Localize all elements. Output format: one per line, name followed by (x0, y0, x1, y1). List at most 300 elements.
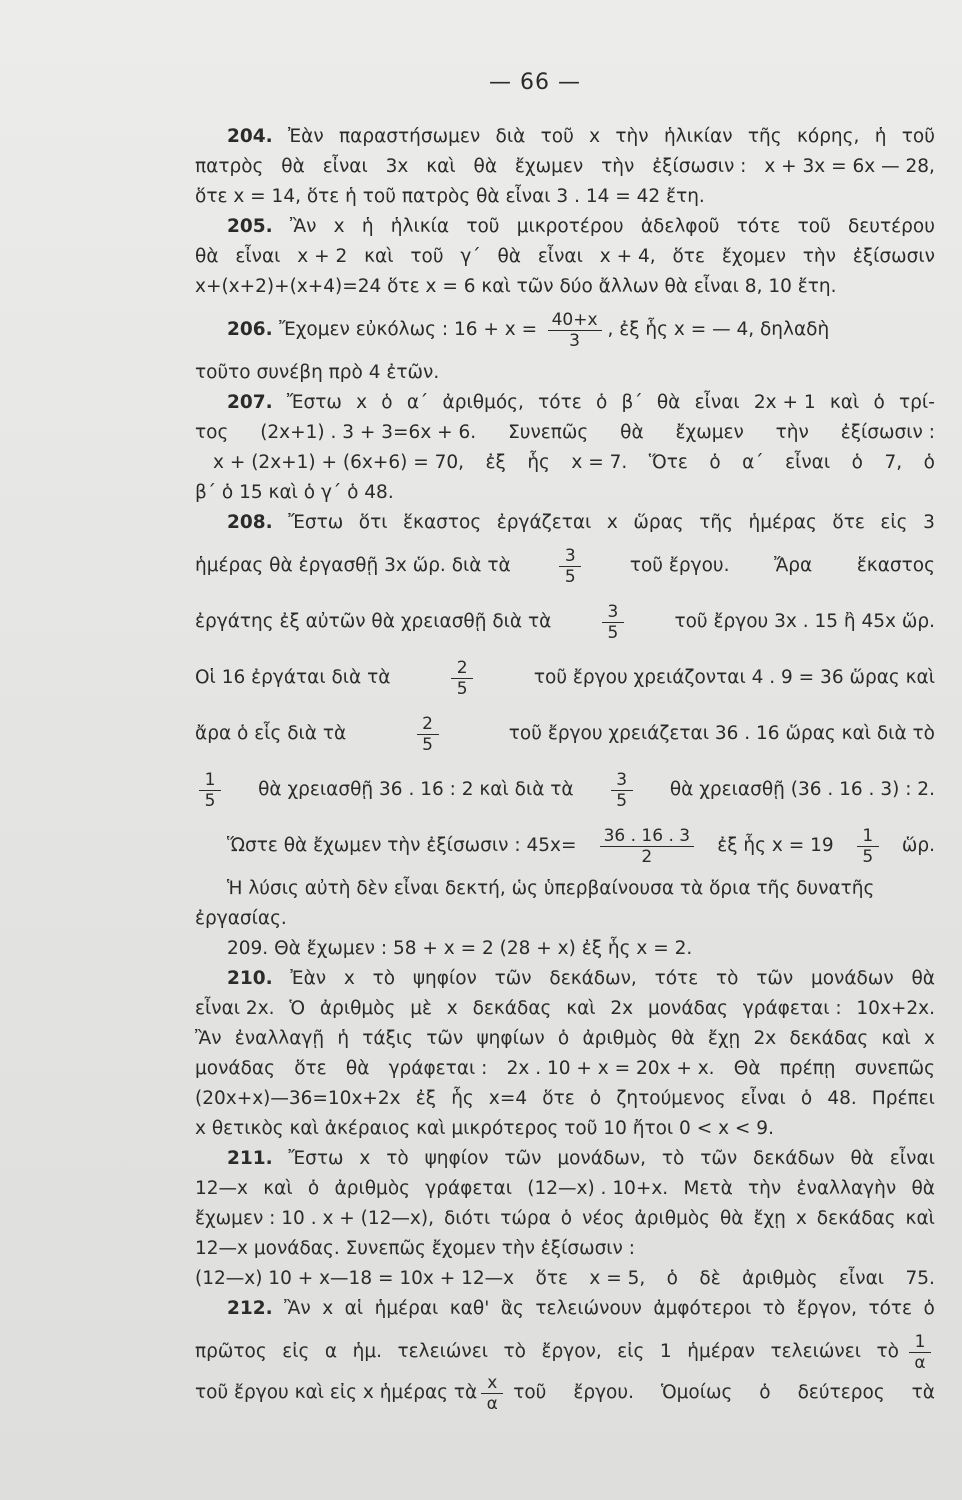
word: εἶναι (785, 452, 831, 473)
word: τάξις (362, 1028, 414, 1049)
text: τοῦτο συνέβη πρὸ 4 ἐτῶν. (195, 362, 440, 383)
word: x (795, 1208, 807, 1229)
word: τοῦ (797, 216, 831, 237)
word: ἐργάζεται (496, 512, 592, 533)
word: x (359, 1148, 371, 1169)
text: θὰ χρειασθῇ 36 . 16 : 2 καὶ διὰ τὰ (258, 779, 574, 800)
word: ἡμ. (352, 1341, 382, 1362)
word: δευτέρου (847, 216, 935, 237)
word: συνεπῶς (854, 1058, 935, 1079)
word: πρῶτος (195, 1341, 267, 1362)
line (195, 418, 935, 448)
word: καὶ (426, 156, 456, 177)
word: θὰ (911, 1178, 935, 1199)
word: ἡλικία (390, 216, 450, 237)
word: ὅτε (542, 1088, 575, 1109)
word: τοῦ (540, 126, 574, 147)
word: τῶν (756, 968, 794, 989)
word: τῆς (747, 126, 782, 147)
text: τοῦ ἔργου. (629, 555, 730, 576)
word: καὶ (829, 392, 860, 413)
word: τότε (736, 216, 781, 237)
word: μονάδων (810, 968, 894, 989)
word: δεκάδων (753, 1148, 835, 1169)
word: ἡ (337, 1028, 350, 1049)
word: β΄ (621, 392, 643, 413)
text: β΄ ὁ 15 καὶ ὁ γ΄ ὁ 48. (195, 482, 394, 503)
word: γράφεται : (388, 1058, 488, 1079)
denominator: 3 (569, 330, 580, 351)
word: ἔργου. (573, 1382, 634, 1403)
numerator: 40+x (548, 310, 602, 331)
fraction (602, 602, 624, 643)
word: τὴν (775, 422, 809, 443)
fraction (611, 770, 633, 811)
text: x+(x+2)+(x+4)=24 ὅτε x = 6 καὶ τῶν δύο ἄλλων θὰ εἶναι 8, 10 ἔτη. (195, 276, 837, 297)
word: x=4 (488, 1088, 528, 1109)
word: x (333, 216, 345, 237)
denominator: 5 (607, 622, 619, 643)
word: τὴν (615, 126, 649, 147)
text: ἄρα ὁ εἷς διὰ τὰ (195, 723, 347, 744)
text: Ἡ λύσις αὐτὴ δὲν εἶναι δεκτή, ὡς ὑπερβαίνουσα τὰ ὅρια τῆς δυνατῆς (227, 878, 875, 899)
line (195, 1372, 935, 1414)
word: ὁ (560, 1208, 573, 1229)
numerator: 1 (909, 1332, 931, 1353)
word: ἐξίσωσιν (852, 246, 935, 267)
word: τότε (868, 1298, 913, 1319)
problem-number: 206. (227, 319, 273, 340)
fraction (451, 658, 473, 699)
denominator: 5 (422, 734, 433, 755)
word: Πρέπει (871, 1088, 935, 1109)
word: ἡ (361, 216, 374, 237)
line (195, 358, 935, 388)
word: ἐξ (415, 1088, 437, 1109)
word: τὸ (762, 1298, 786, 1319)
word: α΄ (406, 392, 429, 413)
word: x = 7. (571, 452, 628, 473)
word: Ἂν (195, 1028, 222, 1049)
word: ἀδελφοῦ (640, 216, 720, 237)
fraction (857, 826, 879, 867)
word: 2x . 10 + x = 20x + x. (506, 1058, 715, 1079)
word: τοῦ (410, 246, 444, 267)
word: τὸ (372, 968, 396, 989)
word: ἡμέραι (374, 1298, 439, 1319)
word: ἔχομεν (721, 246, 786, 267)
word: εἶναι (537, 246, 583, 267)
word: Ὁ (289, 998, 306, 1019)
numerator: 2 (417, 714, 439, 735)
word: τὰ (911, 1382, 935, 1403)
word: ἧς (451, 1088, 474, 1109)
numerator: 36 . 16 . 3 (600, 826, 695, 847)
word: Μετὰ (683, 1178, 733, 1199)
word: x (343, 968, 355, 989)
word: ἀριθμὸς (742, 1268, 818, 1289)
fraction (481, 1373, 503, 1414)
word: x (446, 998, 458, 1019)
word: x + 3x = 6x — 28, (764, 156, 935, 177)
word: πατρὸς (195, 156, 264, 177)
line (195, 272, 935, 302)
word: εἶναι (235, 246, 281, 267)
line (205, 122, 935, 152)
word: ὁ (666, 1268, 678, 1289)
word: ὅτε (294, 1058, 327, 1079)
word: εἰς (282, 1341, 310, 1362)
word: ὁ (923, 1298, 935, 1319)
word: τελειώνουν (535, 1298, 642, 1319)
word: ὁ (709, 452, 721, 473)
text: ἐργασίας. (195, 908, 287, 929)
numerator: 1 (857, 826, 879, 847)
word: ὅτε (672, 246, 705, 267)
word: 12—x (195, 1178, 248, 1199)
line (195, 1204, 935, 1234)
word: ὁ (307, 1178, 320, 1199)
word: καὶ (905, 1208, 935, 1229)
problem-number: 211. (227, 1148, 273, 1169)
word: 3x (385, 156, 409, 177)
word: Ἂν (289, 216, 317, 237)
word: τελειώνει (397, 1341, 488, 1362)
word: 1 (659, 1341, 672, 1362)
word: εἶναι (694, 392, 740, 413)
word: θὰ (671, 1028, 695, 1049)
line (195, 1024, 935, 1054)
word: (12—x) . 10+x. (527, 1178, 669, 1199)
word: ἐξίσωσιν : (652, 156, 747, 177)
text: 209. Θὰ ἔχωμεν : 58 + x = 2 (28 + x) ἐξ ἧς x = 2. (227, 938, 693, 959)
fraction (417, 714, 439, 755)
word: (12—x) 10 + x—18 = 10x + 12—x (195, 1268, 515, 1289)
word: 2x (610, 998, 634, 1019)
page-body (195, 122, 935, 1414)
line (195, 994, 935, 1024)
word: τὸ (386, 1148, 409, 1169)
fraction (600, 826, 695, 867)
word: Ἐὰν (287, 126, 324, 147)
text: Ἔχομεν εὐκόλως : 16 + x = (279, 319, 538, 340)
line (205, 448, 935, 478)
word: ἡμέραν (687, 1341, 756, 1362)
word: ἀμφότεροι (653, 1298, 752, 1319)
word: τὴν (748, 1178, 782, 1199)
word: ἀριθμὸς (582, 1028, 658, 1049)
word: Ἂν (284, 1298, 311, 1319)
numerator: 1 (199, 770, 221, 791)
word: εἶναι (322, 156, 368, 177)
line (205, 964, 935, 994)
numerator: x (481, 1373, 503, 1394)
word: α΄ (742, 452, 764, 473)
word: ὥρας (633, 512, 684, 533)
word: (2x+1) . 3 + 3=6x + 6. (260, 422, 477, 443)
word: θὰ (656, 392, 681, 413)
word: εἶναι (740, 1088, 786, 1109)
word: x + 2 (297, 246, 348, 267)
word: τος (195, 422, 229, 443)
word: τὸ (876, 1341, 899, 1362)
word: ἡλικίαν (663, 126, 733, 147)
word: ἔργον, (796, 1298, 857, 1319)
text: Ὥστε θὰ ἔχωμεν τὴν ἐξίσωσιν : 45x= (227, 835, 577, 856)
word: ὅτι (358, 512, 388, 533)
word: θὰ (281, 156, 305, 177)
word: ὁ (589, 1088, 602, 1109)
word: ὅτε (535, 1268, 568, 1289)
text: ἐξ ἧς x = 19 (717, 835, 834, 856)
word: ὁ (381, 392, 393, 413)
text: τοῦ ἔργου χρειάζεται 36 . 16 ὥρας καὶ διὰ τὸ (508, 723, 935, 744)
word: ἕκαστος (403, 512, 482, 533)
problem-number: 205. (227, 216, 273, 237)
word: τοῦ (466, 216, 500, 237)
text: ἡμέρας θὰ ἐργασθῇ 3x ὥρ. διὰ τὰ (195, 555, 511, 576)
page-number: — 66 — (489, 70, 581, 95)
text-group (513, 1365, 935, 1421)
word: (20x+x)—36=10x+2x (195, 1088, 401, 1109)
line (195, 1174, 935, 1204)
word: μικροτέρου (516, 216, 624, 237)
word: x (356, 392, 368, 413)
text: τοῦ ἔργου χρειάζονται 4 . 9 = 36 ὥρας καὶ (533, 667, 935, 688)
word: τότε (654, 968, 699, 989)
word: 7, (884, 452, 903, 473)
word: x (924, 1028, 935, 1049)
word: τὸ (715, 968, 739, 989)
word: θὰ (497, 246, 521, 267)
word: ὁ (557, 1028, 570, 1049)
word: 75. (905, 1268, 935, 1289)
word: ψηφίον (424, 1148, 489, 1169)
line (195, 1084, 935, 1114)
word: ἐξ (485, 452, 506, 473)
line (195, 242, 935, 272)
word: Συνεπῶς (508, 422, 589, 443)
line (195, 478, 935, 508)
line (195, 1054, 935, 1084)
problem-number: 204. (227, 126, 273, 147)
word: ἔχωμεν : 10 . x + (12—x), (195, 1208, 434, 1229)
word: Ὁμοίως (660, 1382, 733, 1403)
denominator: 2 (641, 846, 653, 867)
word: ὁ (873, 392, 885, 413)
line (195, 762, 935, 818)
word: μονάδας (195, 1058, 275, 1079)
word: 10x+2x. (856, 998, 935, 1019)
word: ὁ (595, 392, 608, 413)
word: ἐναλλαγὴν (796, 1178, 897, 1199)
word: ζητούμενος (616, 1088, 726, 1109)
word: τῶν (494, 968, 532, 989)
word: ἔχωμεν (675, 422, 744, 443)
word: ἀριθμός, (442, 392, 524, 413)
fraction (199, 770, 221, 811)
word: γ΄ (460, 246, 481, 267)
word: καθ' (449, 1298, 490, 1319)
word: ὁ (851, 452, 863, 473)
text: , ἐξ ἧς x = — 4, δηλαδὴ (607, 319, 830, 340)
line (205, 302, 935, 358)
word: ὁ (800, 1088, 813, 1109)
word: τὸ (661, 1148, 685, 1169)
word: Θὰ (733, 1058, 761, 1079)
problem-number: 207. (227, 392, 273, 413)
word: ἔχωμεν (514, 156, 584, 177)
word: θὰ (911, 968, 935, 989)
word: Ἔστω (288, 1148, 344, 1169)
word: τῆς (699, 512, 733, 533)
word: δὲ (699, 1268, 721, 1289)
word: κόρης, (796, 126, 860, 147)
word: Ἔστω (286, 392, 342, 413)
numerator: 2 (451, 658, 473, 679)
word: ὅτε (832, 512, 865, 533)
line (205, 1294, 935, 1324)
word: μονάδων, (557, 1148, 646, 1169)
word: γράφεται (425, 1178, 512, 1199)
line (195, 1264, 935, 1294)
word: τώρα (500, 1208, 551, 1229)
word: μονάδας (647, 998, 728, 1019)
word: Ὅτε (648, 452, 688, 473)
word: τῶν (504, 1148, 542, 1169)
word: εἰς (617, 1341, 645, 1362)
word: τοῦ (513, 1382, 547, 1403)
word: 48. (827, 1088, 857, 1109)
text: ὅτε x = 14, ὅτε ἡ τοῦ πατρὸς θὰ εἶναι 3 . 14 = 42 ἔτη. (195, 186, 705, 207)
denominator: α (914, 1352, 926, 1373)
text: ὥρ. (901, 835, 935, 856)
word: 2x + 1 (753, 392, 816, 413)
fraction (559, 546, 581, 587)
line (195, 1114, 935, 1144)
text: τοῦ ἔργου 3x . 15 ἢ 45x ὥρ. (674, 611, 935, 632)
text: x θετικὸς καὶ ἀκέραιος καὶ μικρότερος τοῦ 10 ἤτοι 0 < x < 9. (195, 1118, 774, 1139)
word: νέος (582, 1208, 625, 1229)
word: καὶ (263, 1178, 293, 1199)
word: ἡμέρας (748, 512, 817, 533)
denominator: 5 (564, 566, 576, 587)
fraction (548, 310, 602, 351)
word: θὰ (850, 1148, 874, 1169)
word: τοῦ (901, 126, 935, 147)
problem-number: 208. (227, 512, 273, 533)
word: Ἔστω (288, 512, 344, 533)
text: ἕκαστος (856, 555, 935, 576)
word: ψηφίων (476, 1028, 545, 1049)
word: τελειώνει (770, 1341, 861, 1362)
word: ἔργον, (541, 1341, 602, 1362)
word: διότι (443, 1208, 491, 1229)
text: Οἱ 16 ἐργάται διὰ τὰ (195, 667, 391, 688)
numerator: 3 (559, 546, 581, 567)
word: εἰς (880, 512, 908, 533)
word: τότε (538, 392, 582, 413)
denominator: 5 (456, 678, 468, 699)
word: διὰ (495, 126, 526, 147)
word: ἡ (874, 126, 887, 147)
word: θὰ (620, 422, 644, 443)
word: εἶναι (889, 1148, 935, 1169)
word: μὲ (410, 998, 432, 1019)
word: ἧς (527, 452, 550, 473)
text: ἐργάτης ἐξ αὐτῶν θὰ χρειασθῇ διὰ τὰ (195, 611, 552, 632)
text: τοῦ ἔργου καὶ εἰς x ἡμέρας τὰ (195, 1382, 478, 1403)
line (195, 182, 935, 212)
word: Ἐὰν (290, 968, 327, 989)
word: ἔχῃ (753, 1208, 786, 1229)
denominator: 5 (616, 790, 628, 811)
denominator: α (486, 1393, 498, 1414)
line (205, 212, 935, 242)
word: θὰ (719, 1208, 744, 1229)
word: καὶ (566, 998, 596, 1019)
word: θὰ (345, 1058, 370, 1079)
word: θὰ (473, 156, 498, 177)
line (195, 152, 935, 182)
word: τὴν (802, 246, 836, 267)
word: τὴν (601, 156, 635, 177)
problem-number: 212. (227, 1298, 273, 1319)
word: γράφεται : (742, 998, 842, 1019)
word: δεύτερος (797, 1382, 885, 1403)
word: ἐναλλαγῇ (234, 1028, 325, 1049)
word: x + (2x+1) + (6x+6) = 70, (213, 452, 465, 473)
line (195, 594, 935, 650)
text: 12—x μονάδας. Συνεπῶς ἔχομεν τὴν ἐξίσωσιν : (195, 1238, 636, 1259)
word: 2x (753, 1028, 777, 1049)
line (195, 1234, 935, 1264)
line (205, 874, 935, 904)
word: καὶ (364, 246, 394, 267)
word: x (606, 512, 618, 533)
word: α (324, 1341, 338, 1362)
line (205, 1144, 935, 1174)
word: τὸ (503, 1341, 526, 1362)
word: x (589, 126, 601, 147)
line (195, 904, 935, 934)
word: εἶναι 2x. (195, 998, 275, 1019)
word: x (322, 1298, 334, 1319)
numerator: 3 (602, 602, 624, 623)
word: τῶν (426, 1028, 464, 1049)
word: εἶναι (839, 1268, 885, 1289)
word: x + 4, (599, 246, 656, 267)
word: δεκάδας (789, 1028, 869, 1049)
word: παραστήσωμεν (339, 126, 481, 147)
line (205, 508, 935, 538)
word: x = 5, (589, 1268, 646, 1289)
line (205, 388, 935, 418)
word: δεκάδας (816, 1208, 896, 1229)
word: τρί- (899, 392, 935, 413)
word: αἱ (344, 1298, 364, 1319)
text: θὰ χρειασθῇ (36 . 16 . 3) : 2. (669, 779, 935, 800)
word: ὁ (923, 452, 935, 473)
word: ἀριθμὸς (319, 998, 396, 1019)
problem-number: 210. (227, 968, 273, 989)
word: δεκάδων, (549, 968, 637, 989)
text: Ἄρα (774, 555, 813, 576)
line (195, 538, 935, 594)
word: ἀριθμὸς (634, 1208, 711, 1229)
word: πρέπῃ (779, 1058, 836, 1079)
word: ὁ (759, 1382, 771, 1403)
